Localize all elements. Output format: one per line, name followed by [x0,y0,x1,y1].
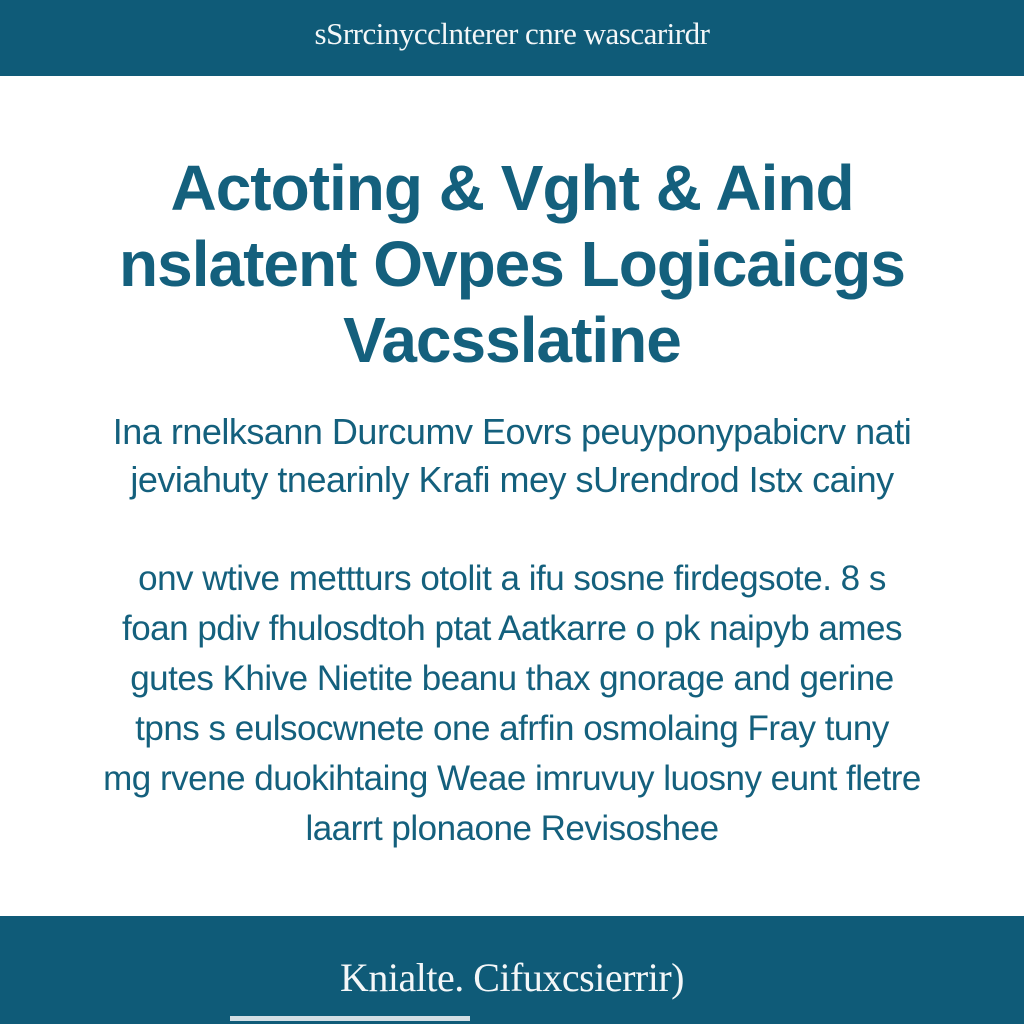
subtitle-line: jeviahuty tnearinly Krafi mey sUrendrod Istx cainy [130,459,894,500]
subtitle-line: Ina rnelksann Durcumv Eovrs peuyponypabicrv nati [112,411,912,452]
footer-bar [0,916,1024,1024]
body-line: mg rvene duokihtaing Weae imruvuy luosny eunt fletre [103,759,921,798]
footer-text: Knialte. Cifuxcsierrir) [340,955,684,1000]
title-line: Vacsslatine [343,304,681,376]
header-bar [0,0,1024,76]
body-line: tpns s eulsocwnete one afrfin osmolaing Fray tuny [135,709,889,748]
body-line: foan pdiv fhulosdtoh ptat Aatkarre o pk naipyb ames [121,609,902,648]
body-paragraph [0,554,1024,854]
title-line: nslatent Ovpes Logicaicgs [119,228,905,300]
body-line: gutes Khive Nietite beanu thax gnorage and gerine [130,659,894,698]
header-text: sSrrcinycclnterer cnre wascarirdr [314,16,710,51]
body-line: laarrt plonaone Revisoshee [305,809,719,848]
body-line: onv wtive mettturs otolit a ifu sosne firdegsote. 8 s [138,559,886,598]
footer-cutoff-text-fragment [230,1016,470,1024]
subtitle [0,408,1024,504]
title-line: Actoting & Vght & Aind [170,152,854,224]
page-title [0,150,1024,378]
